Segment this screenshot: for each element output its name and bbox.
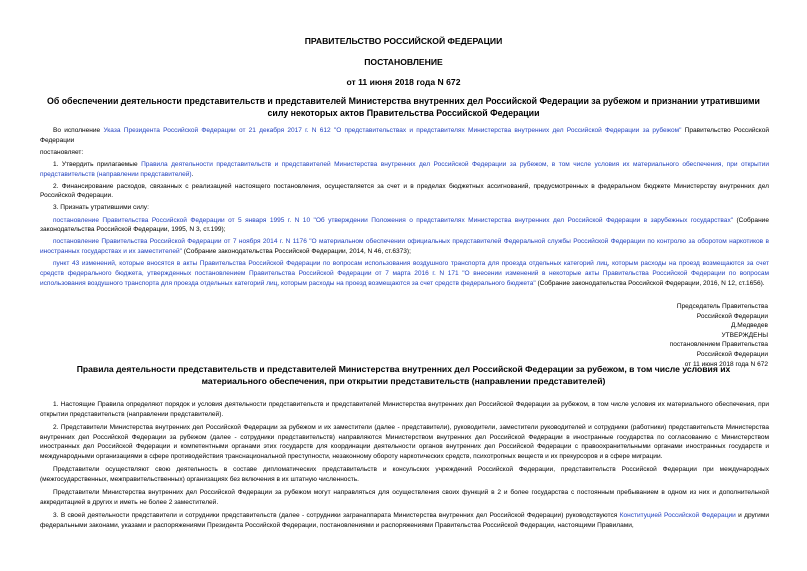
decree-word: постановляет: [40, 148, 84, 156]
doc-title: Об обеспечении деятельности представительств и представителей Министерства внутренних дел Российской Федерации за рубежом и признании утратившими силу некоторых актов Правительства Российской Федерации [47, 96, 760, 118]
rules-body [40, 400, 769, 534]
repealed-act-3-link[interactable]: пункт 43 изменений, которые вносятся в акты Правительства Российской Федерации по вопросам использования воздушного транспорта для проезда отдельных категорий лиц, которым расходы на проезд возмещаются за счет средств федерального бюджета, утвержденных постановлением Правительства Российской Федерации от 7 марта 2016 г. N 171 "О внесении изменений в некоторые акты Правительства Российской Федерации по вопросам использования воздушного транспорта для проезда отдельных категорий лиц, которым расходы на проезд возмещаются за счет средств федерального бюджета" [40, 260, 769, 287]
rules-paragraph-5-lead: 3. В своей деятельности представители и сотрудники представительств (далее - сотрудники загранаппарата Министерства внутренних дел Российской Федерации) руководствуются [53, 512, 620, 520]
approval-line-4: от 11 июня 2018 года N 672 [684, 360, 768, 368]
rules-paragraph-3: Представители осуществляют свою деятельность в составе дипломатических представительств и консульских учреждений Российской Федерации, представительств Российской Федерации при международных (межгосударственных, межправительственных) организациях без включения в их штатную численность. [40, 466, 769, 483]
doc-type-heading: ПОСТАНОВЛЕНИЕ [364, 57, 443, 67]
signature-block [670, 302, 768, 369]
repealed-act-2-link[interactable]: постановление Правительства Российской Федерации от 7 ноября 2014 г. N 1176 "О материальном обеспечении официальных представителей Федеральной службы Российской Федерации по контролю за оборотом наркотиков в иностранных государствах и их заместителей" [40, 238, 769, 256]
rules-paragraph-5 [40, 511, 769, 530]
repealed-act-3 [40, 259, 769, 288]
repealed-act-1 [40, 216, 769, 235]
item-3: 3. Признать утратившими силу: [53, 204, 149, 212]
rules-paragraph-2: 2. Представители Министерства внутренних дел Российской Федерации за рубежом и их заместители (далее - представители), руководители, заместители руководителей и сотрудники (работники) представительств Министерства внутренних дел Российской Федерации за рубежом (далее - сотрудники представительств) направляются Министерством внутренних дел Российской Федерации в иностранные государства по согласованию с Министерством иностранных дел Российской Федерации и компетентными органами этих государств для координации деятельности органов внутренних дел Российской Федерации с правоохранительными органами иностранных государств и международными организациями в сфере противодействия транснациональной преступности, незаконному обороту наркотических средств, психотропных веществ и их прекурсоров и в сфере миграции. [40, 423, 769, 461]
decree-body [40, 126, 769, 291]
presidential-decree-link[interactable]: Указа Президента Российской Федерации от 21 декабря 2017 г. N 612 "О представительствах и представителях Министерства внутренних дел Российской Федерации за рубежом" [103, 127, 682, 134]
rules-paragraph-4: Представители Министерства внутренних дел Российской Федерации за рубежом могут направляться для осуществления своих функций в 2 и более государства с постоянным пребыванием в одном из них и дополнительной аккредитацией в других и иметь не более 2 заместителей. [40, 489, 769, 506]
signature-line-3: Д.Медведев [731, 322, 768, 330]
signature-line-1: Председатель Правительства [676, 303, 768, 310]
preamble-paragraph [40, 126, 769, 145]
rules-link[interactable]: Правила деятельности представительств и представителей Министерства внутренних дел Российской Федерации за рубежом, в том числе условия их материального обеспечения, при открытии представительств (направлении представителей) [40, 160, 769, 178]
item-1 [40, 160, 769, 179]
rules-paragraph-5-tail: и другими федеральными законами, указами и распоряжениями Президента Российской Федерации, постановлениями и распоряжениями Правительства Российской Федерации, настоящими Правилами, [40, 512, 769, 529]
signature-line-2: Российской Федерации [696, 312, 768, 320]
rules-paragraph-1: 1. Настоящие Правила определяют порядок и условия деятельности представительств и представителей Министерства внутренних дел Российской Федерации за рубежом, в том числе условия их материального обеспечения, при открытии представительств (направлении представителей). [40, 401, 769, 418]
rules-title: Правила деятельности представительств и представителей Министерства внутренних дел Российской Федерации за рубежом, в том числе условия их материального обеспечения, при открытии представительств (направлении представителей) [76, 364, 731, 386]
item-2: 2. Финансирование расходов, связанных с реализацией настоящего постановления, осуществляется за счет и в пределах бюджетных ассигнований, предусмотренных в федеральном бюджете Министерству внутренних дел Российской Федерации. [40, 182, 769, 200]
item-1-tail: . [191, 170, 194, 178]
approval-line-2: постановлением Правительства [669, 341, 768, 349]
repealed-act-1-link[interactable]: постановление Правительства Российской Федерации от 5 января 1995 г. N 10 "Об утверждении Положения о представителях Министерства внутренних дел Российской Федерации в зарубежных государствах" [53, 216, 734, 224]
preamble-lead: Во исполнение [53, 127, 104, 134]
repealed-act-3-tail: (Собрание законодательства Российской Федерации, 2016, N 12, ст.1656). [535, 279, 765, 287]
constitution-link[interactable]: Конституцией Российской Федерации [619, 512, 736, 520]
approval-line-1: УТВЕРЖДЕНЫ [721, 331, 768, 339]
repealed-act-2-tail: (Собрание законодательства Российской Федерации, 2014, N 46, ст.6373); [181, 248, 411, 256]
repealed-act-2 [40, 237, 769, 256]
doc-date-number: от 11 июня 2018 года N 672 [346, 77, 461, 87]
repealed-act-1-tail: (Собрание законодательства Российской Федерации, 1995, N 3, ст.199); [40, 216, 769, 234]
government-heading: ПРАВИТЕЛЬСТВО РОССИЙСКОЙ ФЕДЕРАЦИИ [304, 36, 503, 46]
item-1-lead: 1. Утвердить прилагаемые [53, 160, 142, 168]
approval-line-3: Российской Федерации [696, 350, 768, 358]
preamble-tail: Правительство Российской Федерации [40, 127, 770, 144]
